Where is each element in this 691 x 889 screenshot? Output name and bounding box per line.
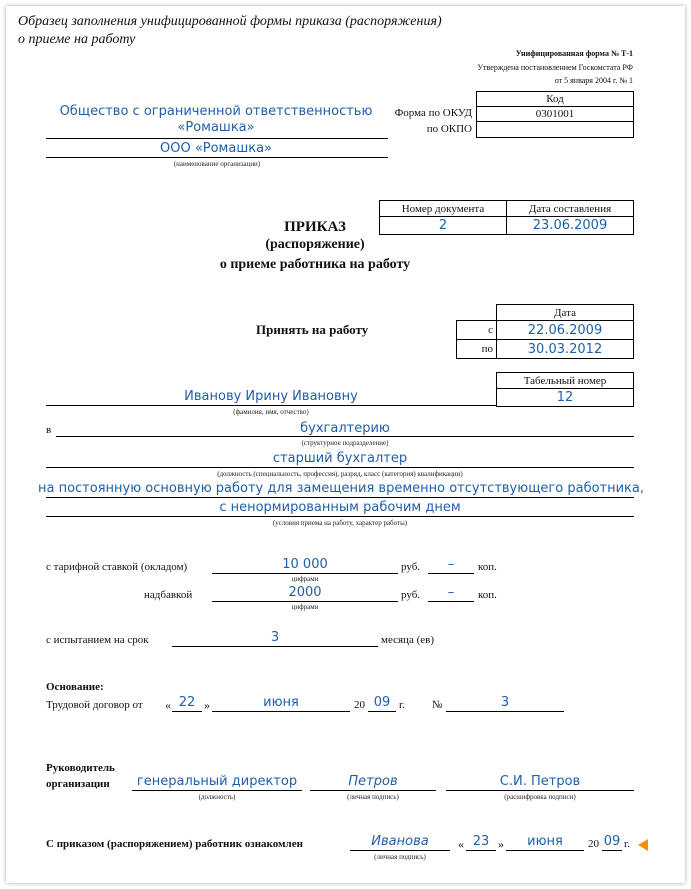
head-signature: Петров — [348, 774, 398, 789]
basis-label: Основание: — [46, 681, 104, 693]
bonus-value: 2000 — [288, 585, 322, 600]
ack-quote-open: « — [458, 837, 464, 851]
contract-quote-open: « — [165, 698, 171, 712]
contract-year-line — [368, 711, 396, 712]
conditions-line1-rule — [46, 497, 634, 498]
pointer-arrow-icon — [638, 839, 648, 851]
employee-name-caption: (фамилия, имя, отчество) — [233, 408, 309, 416]
employee-name-line — [46, 405, 496, 406]
bonus-kop-label: коп. — [478, 589, 497, 601]
ack-quote-close: » — [498, 837, 504, 851]
approval-line2: от 5 января 2004 г. № 1 — [554, 76, 633, 85]
ack-year-prefix: 20 — [588, 838, 599, 850]
doc-number-header: Номер документа — [379, 200, 507, 217]
doc-number-value: 2 — [379, 216, 507, 235]
head-position: генеральный директор — [136, 774, 298, 789]
okpo-value — [476, 121, 634, 138]
hire-label: Принять на работу — [256, 322, 369, 337]
ack-signature: Иванова — [371, 834, 429, 849]
probation-label: с испытанием на срок — [46, 634, 149, 646]
head-decoding-line — [446, 790, 634, 791]
tab-number-value: 12 — [496, 388, 634, 407]
contract-year-prefix: 20 — [354, 699, 365, 711]
position-caption: (должность (специальность, профессия), разряд, класс (категория) квалификации) — [217, 470, 463, 478]
bonus-line — [212, 601, 398, 602]
ack-label: С приказом (распоряжением) работник ознакомлен — [46, 838, 303, 850]
contract-number: 3 — [500, 695, 510, 710]
doc-date-header: Дата составления — [506, 200, 634, 217]
hire-to-label: по — [456, 339, 497, 359]
hire-date-header: Дата — [496, 304, 634, 321]
conditions-line1: на постоянную основную работу для замещения временно отсутствующего работника, — [37, 481, 645, 496]
conditions-line2-rule — [46, 516, 634, 517]
contract-year-suffix: г. — [399, 699, 406, 711]
org-full-name-line2: «Ромашка» — [177, 120, 255, 135]
probation-unit: месяца (ев) — [381, 634, 434, 646]
order-subtitle: (распоряжение) — [265, 237, 365, 252]
head-signature-line — [310, 790, 436, 791]
position-line — [46, 467, 634, 468]
ack-day: 23 — [472, 834, 490, 849]
order-purpose: о приеме работника на работу — [219, 257, 411, 272]
sample-title-line1: Образец заполнения унифицированной формы приказа (распоряжения) — [18, 14, 442, 29]
head-label-line2: организации — [46, 778, 110, 790]
hire-from-label: с — [456, 320, 497, 340]
okud-label: Форма по ОКУД — [394, 107, 472, 119]
rate-kop-value: – — [447, 557, 455, 572]
head-signature-caption: (личная подпись) — [347, 793, 399, 801]
probation-value: 3 — [270, 630, 280, 645]
ack-month-line — [506, 850, 584, 851]
hire-to-value: 30.03.2012 — [496, 339, 634, 359]
head-label-line1: Руководитель — [46, 762, 115, 774]
rate-kop-label: коп. — [478, 561, 497, 573]
org-short-name: ООО «Ромашка» — [159, 141, 273, 156]
rate-caption: цифрами — [291, 575, 319, 583]
hire-from-value: 22.06.2009 — [496, 320, 634, 340]
tab-number-header: Табельный номер — [496, 372, 634, 389]
ack-day-line — [466, 850, 496, 851]
probation-line — [172, 646, 378, 647]
bonus-rub: руб. — [401, 589, 421, 601]
dept-caption: (структурное подразделение) — [301, 439, 389, 447]
head-position-line — [132, 790, 302, 791]
dept-line — [56, 436, 634, 437]
contract-label: Трудовой договор от — [46, 699, 143, 711]
contract-year: 09 — [373, 695, 391, 710]
head-position-caption: (должность) — [198, 793, 236, 801]
org-caption: (наименование организации) — [173, 160, 261, 168]
contract-month-line — [212, 711, 350, 712]
order-title: ПРИКАЗ — [284, 219, 346, 235]
org-line-top — [46, 138, 388, 139]
conditions-caption: (условия приема на работу, характер работы) — [272, 519, 408, 527]
ack-month: июня — [527, 834, 563, 849]
contract-month: июня — [263, 695, 299, 710]
bonus-label: надбавкой — [144, 589, 193, 601]
conditions-line2: с ненормированным рабочим днем — [219, 500, 461, 515]
contract-number-label: № — [432, 699, 443, 711]
employee-name: Иванову Ирину Ивановну — [184, 389, 358, 404]
okud-value: 0301001 — [476, 106, 634, 122]
ack-signature-caption: (личная подпись) — [374, 853, 426, 861]
sample-title-line2: о приеме на работу — [18, 32, 136, 47]
head-decoding: С.И. Петров — [499, 774, 581, 789]
head-decoding-caption: (расшифровка подписи) — [504, 793, 576, 801]
rate-value: 10 000 — [282, 557, 328, 572]
contract-day: 22 — [178, 695, 196, 710]
bonus-kop-line — [428, 601, 474, 602]
rate-kop-line — [428, 573, 474, 574]
document-page — [6, 6, 685, 883]
org-line-bottom — [46, 157, 388, 158]
ack-year-line — [602, 850, 622, 851]
department: бухгалтерию — [300, 421, 390, 436]
doc-date-value: 23.06.2009 — [506, 216, 634, 235]
dept-prefix: в — [46, 424, 52, 436]
rate-label: с тарифной ставкой (окладом) — [46, 561, 188, 573]
position: старший бухгалтер — [272, 451, 408, 466]
unified-form-label: Унифицированная форма № Т-1 — [515, 49, 633, 58]
org-full-name-line1: Общество с ограниченной ответственностью — [59, 104, 373, 119]
rate-line — [212, 573, 398, 574]
approval-line1: Утверждена постановлением Госкомстата РФ — [477, 63, 633, 72]
ack-year: 09 — [603, 834, 621, 849]
rate-rub: руб. — [401, 561, 421, 573]
ack-year-suffix: г. — [624, 838, 631, 850]
contract-quote-close: » — [204, 698, 210, 712]
bonus-caption: цифрами — [291, 603, 319, 611]
contract-number-line — [446, 711, 564, 712]
ack-signature-line — [350, 850, 450, 851]
okpo-label: по ОКПО — [426, 123, 472, 135]
bonus-kop-value: – — [447, 585, 455, 600]
codes-header: Код — [476, 91, 634, 107]
contract-day-line — [172, 711, 202, 712]
